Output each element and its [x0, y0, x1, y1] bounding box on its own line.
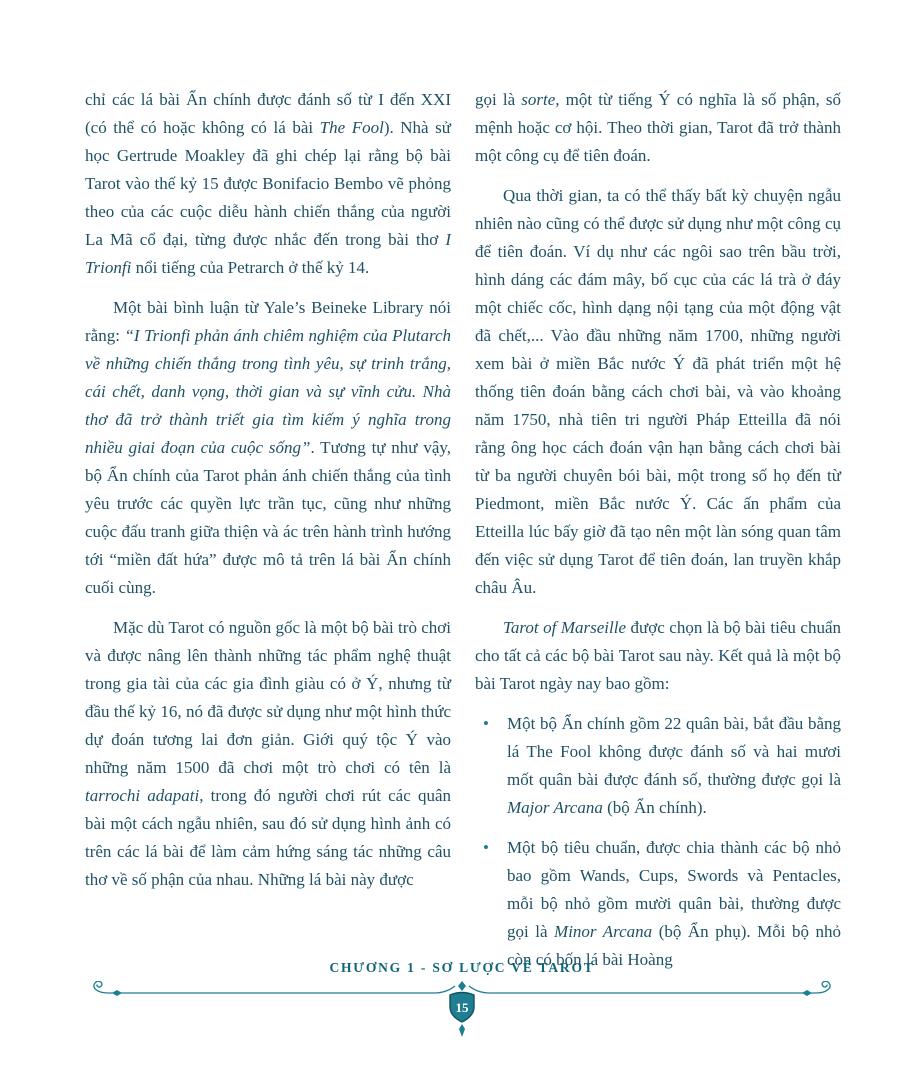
page-number: 15 — [455, 1000, 469, 1015]
badge-finial-icon — [459, 1024, 465, 1037]
page-footer — [0, 960, 924, 1039]
chapter-title: CHƯƠNG 1 - SƠ LƯỢC VỀ TAROT — [329, 960, 595, 975]
text-run: ). Nhà sử học Gertrude Moakley đã ghi chép lại rằng bộ bài Tarot vào thế kỷ 15 được Bonifacio Bembo vẽ phỏng theo của các cuộc diễu hành chiến thắng của người La Mã cổ đại, từng được nhắc đến trong bài thơ — [85, 118, 451, 249]
text-run-italic: Major Arcana — [507, 798, 603, 817]
text-run: (bộ Ẩn phụ). Mỗi bộ nhỏ còn có bốn lá bài Hoàng — [507, 922, 842, 969]
text-run-italic: tarrochi adapati — [85, 786, 200, 805]
text-run-italic: Minor Arcana — [554, 922, 653, 941]
text-run: gọi là — [475, 90, 522, 109]
left-column — [85, 86, 451, 986]
text-run: , trong đó người chơi rút các quân bài một cách ngẫu nhiên, sau đó sử dụng hình ảnh có trên các lá bài để làm cảm hứng sáng tác những câu thơ về số phận của nhau. Những lá bài này được — [85, 786, 451, 889]
left-flourish-icon — [94, 981, 122, 996]
footer-divider — [82, 981, 842, 1039]
bullet-text — [507, 834, 841, 974]
text-run: Một bộ Ẩn chính gồm 22 quân bài, bắt đầu bằng lá The Fool không được đánh số và hai mươi mốt quân bài được đánh số, thường được gọi là — [507, 714, 841, 789]
text-run-italic: The Fool — [319, 118, 384, 137]
bullet-icon: • — [483, 838, 489, 857]
text-run: Một bộ tiêu chuẩn, được chia thành các bộ nhỏ bao gồm Wands, Cups, Swords và Pentacles, mỗi bộ nhỏ gồm mười quân bài, thường được gọi là — [507, 838, 841, 941]
text-run: được chọn là bộ bài tiêu chuẩn cho tất cả các bộ bài Tarot sau này. Kết quả là một bộ bài Tarot ngày nay bao gồm: — [475, 618, 841, 693]
center-ornament-icon — [434, 981, 490, 993]
right-flourish-icon — [802, 981, 830, 996]
text-run-italic: “I Trionfi phản ánh chiêm nghiệm của Plutarch về những chiến thắng trong tình yêu, sự trinh trắng, cái chết, danh vọng, thời gian và sự vĩnh cửu. Nhà thơ đã trở thành triết gia tìm kiếm ý nghĩa trong nhiều giai đoạn của cuộc sống” — [85, 326, 451, 457]
bullet-item — [475, 710, 841, 822]
text-run: Mặc dù Tarot có nguồn gốc là một bộ bài trò chơi và được nâng lên thành những tác phẩm nghệ thuật trong gia tài của các gia đình giàu có ở Ý, nhưng từ đầu thế kỷ 16, nó đã được sử dụng như một hình thức dự đoán tương lai đơn giản. Giới quý tộc Ý vào những năm 1500 đã chơi một trò chơi có tên là — [85, 618, 451, 777]
bullet-text — [507, 710, 841, 822]
right-column — [475, 86, 841, 986]
text-run: (bộ Ẩn chính). — [602, 798, 707, 817]
text-run-italic: sorte — [521, 90, 556, 109]
text-run: Qua thời gian, ta có thể thấy bất kỳ chuyện ngẫu nhiên nào cũng có thể được sử dụng như một công cụ để tiên đoán. Ví dụ như các ngôi sao trên bầu trời, hình dáng các đám mây, bố cục của các lá trà ở đáy một chiếc cốc, hình dạng nội tạng của một động vật đã chết,... Vào đầu những năm 1700, những người xem bài ở miền Bắc nước Ý đã phát triển một hệ thống tiên đoán bằng cách chơi bài, và vào khoảng năm 1750, nhà tiên tri người Pháp Etteilla đã nói rằng ông học cách đoán vận hạn bằng cách chơi bài từ ba người chuyên bói bài, một trong số họ đến từ Piedmont, miền Bắc nước Ý. Các ấn phẩm của Etteilla lúc bấy giờ đã tạo nên một làn sóng quan tâm đến việc sử dụng Tarot để tiên đoán, lan truyền khắp châu Âu. — [475, 186, 841, 597]
text-run: , một từ tiếng Ý có nghĩa là số phận, số mệnh hoặc cơ hội. Theo thời gian, Tarot đã trở thành một công cụ để tiên đoán. — [475, 90, 841, 165]
text-run: nổi tiếng của Petrarch ở thế kỷ 14. — [131, 258, 370, 277]
text-run: . Tương tự như vậy, bộ Ẩn chính của Tarot phản ánh chiến thắng của tình yêu trước các quyền lực trần tục, cũng như những cuộc đấu tranh giữa thiện và ác trên hành trình hướng tới “miền đất hứa” được mô tả trên lá bài Ẩn chính cuối cùng. — [85, 438, 452, 597]
text-run-italic: I Trionfi — [85, 230, 451, 277]
text-run: Một bài bình luận từ Yale’s Beineke Library nói rằng: — [85, 298, 451, 345]
page-number-badge — [450, 993, 474, 1038]
bullet-icon: • — [483, 714, 489, 733]
paragraph — [85, 86, 451, 282]
text-run-italic: Tarot of Marseille — [503, 618, 626, 637]
paragraph — [475, 614, 841, 698]
paragraph — [85, 294, 451, 602]
paragraph — [475, 86, 841, 170]
paragraph — [85, 614, 451, 894]
bullet-item — [475, 834, 841, 974]
paragraph — [475, 182, 841, 602]
text-columns — [85, 86, 841, 986]
text-run: chỉ các lá bài Ẩn chính được đánh số từ I đến XXI (có thể có hoặc không có lá bài — [85, 90, 451, 137]
